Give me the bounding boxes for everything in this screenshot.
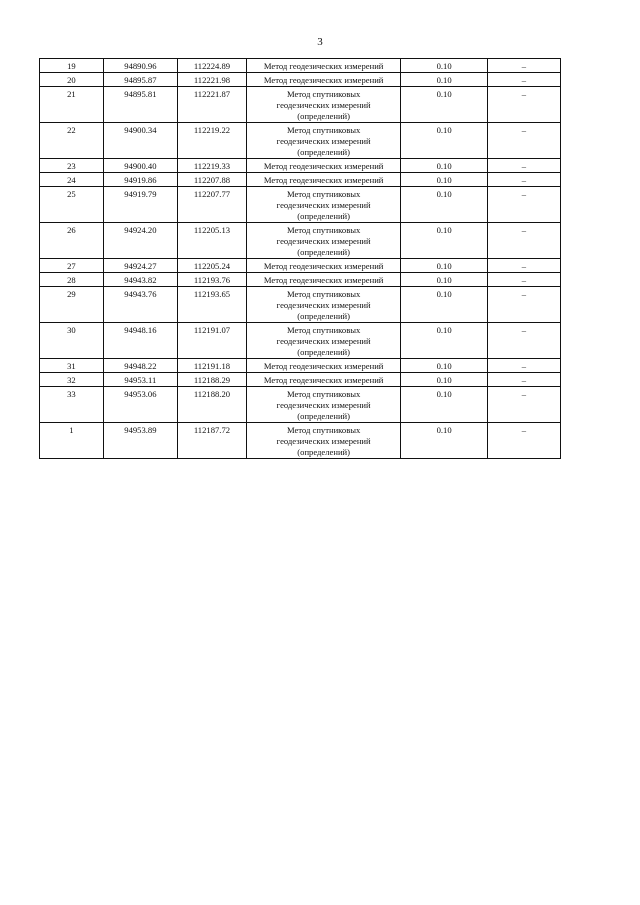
precision-cell: 0.10 — [401, 159, 487, 173]
method-cell: Метод геодезических измерений — [246, 273, 400, 287]
precision-cell: 0.10 — [401, 59, 487, 73]
table-row — [40, 287, 561, 323]
y-coordinate-cell: 112224.89 — [177, 59, 246, 73]
method-cell: Метод спутниковых геодезических измерений (определений) — [246, 387, 400, 423]
coordinates-table — [39, 58, 561, 459]
point-number-cell: 19 — [40, 59, 104, 73]
precision-cell: 0.10 — [401, 73, 487, 87]
table-row — [40, 387, 561, 423]
table-row — [40, 259, 561, 273]
method-cell: Метод геодезических измерений — [246, 173, 400, 187]
y-coordinate-cell: 112193.76 — [177, 273, 246, 287]
note-cell: – — [487, 323, 560, 359]
y-coordinate-cell: 112207.88 — [177, 173, 246, 187]
method-cell: Метод геодезических измерений — [246, 359, 400, 373]
x-coordinate-cell: 94953.11 — [103, 373, 177, 387]
precision-cell: 0.10 — [401, 323, 487, 359]
x-coordinate-cell: 94943.76 — [103, 287, 177, 323]
method-cell: Метод геодезических измерений — [246, 59, 400, 73]
x-coordinate-cell: 94943.82 — [103, 273, 177, 287]
note-cell: – — [487, 287, 560, 323]
table-row — [40, 423, 561, 459]
note-cell: – — [487, 359, 560, 373]
note-cell: – — [487, 223, 560, 259]
point-number-cell: 23 — [40, 159, 104, 173]
point-number-cell: 24 — [40, 173, 104, 187]
note-cell: – — [487, 423, 560, 459]
x-coordinate-cell: 94919.86 — [103, 173, 177, 187]
x-coordinate-cell: 94924.27 — [103, 259, 177, 273]
precision-cell: 0.10 — [401, 187, 487, 223]
precision-cell: 0.10 — [401, 423, 487, 459]
x-coordinate-cell: 94953.06 — [103, 387, 177, 423]
point-number-cell: 25 — [40, 187, 104, 223]
note-cell: – — [487, 87, 560, 123]
x-coordinate-cell: 94919.79 — [103, 187, 177, 223]
table-row — [40, 59, 561, 73]
point-number-cell: 29 — [40, 287, 104, 323]
table-row — [40, 159, 561, 173]
y-coordinate-cell: 112188.20 — [177, 387, 246, 423]
table-row — [40, 87, 561, 123]
precision-cell: 0.10 — [401, 123, 487, 159]
x-coordinate-cell: 94900.40 — [103, 159, 177, 173]
point-number-cell: 31 — [40, 359, 104, 373]
x-coordinate-cell: 94900.34 — [103, 123, 177, 159]
point-number-cell: 22 — [40, 123, 104, 159]
precision-cell: 0.10 — [401, 373, 487, 387]
table-row — [40, 359, 561, 373]
note-cell: – — [487, 173, 560, 187]
y-coordinate-cell: 112219.22 — [177, 123, 246, 159]
point-number-cell: 30 — [40, 323, 104, 359]
table-row — [40, 73, 561, 87]
point-number-cell: 28 — [40, 273, 104, 287]
table-row — [40, 123, 561, 159]
table-row — [40, 373, 561, 387]
point-number-cell: 1 — [40, 423, 104, 459]
y-coordinate-cell: 112191.07 — [177, 323, 246, 359]
y-coordinate-cell: 112219.33 — [177, 159, 246, 173]
table-body — [40, 59, 561, 459]
method-cell: Метод спутниковых геодезических измерений (определений) — [246, 223, 400, 259]
precision-cell: 0.10 — [401, 87, 487, 123]
x-coordinate-cell: 94895.87 — [103, 73, 177, 87]
table-row — [40, 187, 561, 223]
note-cell: – — [487, 159, 560, 173]
method-cell: Метод спутниковых геодезических измерений (определений) — [246, 123, 400, 159]
point-number-cell: 33 — [40, 387, 104, 423]
y-coordinate-cell: 112205.24 — [177, 259, 246, 273]
note-cell: – — [487, 259, 560, 273]
x-coordinate-cell: 94953.89 — [103, 423, 177, 459]
table-row — [40, 223, 561, 259]
method-cell: Метод геодезических измерений — [246, 159, 400, 173]
note-cell: – — [487, 273, 560, 287]
x-coordinate-cell: 94890.96 — [103, 59, 177, 73]
precision-cell: 0.10 — [401, 259, 487, 273]
x-coordinate-cell: 94895.81 — [103, 87, 177, 123]
point-number-cell: 27 — [40, 259, 104, 273]
point-number-cell: 26 — [40, 223, 104, 259]
table-row — [40, 173, 561, 187]
precision-cell: 0.10 — [401, 173, 487, 187]
y-coordinate-cell: 112221.87 — [177, 87, 246, 123]
note-cell: – — [487, 187, 560, 223]
precision-cell: 0.10 — [401, 223, 487, 259]
precision-cell: 0.10 — [401, 359, 487, 373]
point-number-cell: 20 — [40, 73, 104, 87]
method-cell: Метод спутниковых геодезических измерений (определений) — [246, 323, 400, 359]
y-coordinate-cell: 112188.29 — [177, 373, 246, 387]
point-number-cell: 21 — [40, 87, 104, 123]
method-cell: Метод спутниковых геодезических измерений (определений) — [246, 423, 400, 459]
method-cell: Метод геодезических измерений — [246, 73, 400, 87]
page-number: 3 — [317, 36, 323, 48]
method-cell: Метод спутниковых геодезических измерений (определений) — [246, 87, 400, 123]
y-coordinate-cell: 112221.98 — [177, 73, 246, 87]
precision-cell: 0.10 — [401, 387, 487, 423]
point-number-cell: 32 — [40, 373, 104, 387]
y-coordinate-cell: 112191.18 — [177, 359, 246, 373]
precision-cell: 0.10 — [401, 287, 487, 323]
note-cell: – — [487, 123, 560, 159]
note-cell: – — [487, 73, 560, 87]
method-cell: Метод геодезических измерений — [246, 373, 400, 387]
y-coordinate-cell: 112207.77 — [177, 187, 246, 223]
x-coordinate-cell: 94948.22 — [103, 359, 177, 373]
x-coordinate-cell: 94948.16 — [103, 323, 177, 359]
y-coordinate-cell: 112205.13 — [177, 223, 246, 259]
method-cell: Метод спутниковых геодезических измерений (определений) — [246, 287, 400, 323]
precision-cell: 0.10 — [401, 273, 487, 287]
method-cell: Метод спутниковых геодезических измерений (определений) — [246, 187, 400, 223]
table-row — [40, 323, 561, 359]
method-cell: Метод геодезических измерений — [246, 259, 400, 273]
note-cell: – — [487, 373, 560, 387]
table-row — [40, 273, 561, 287]
x-coordinate-cell: 94924.20 — [103, 223, 177, 259]
y-coordinate-cell: 112187.72 — [177, 423, 246, 459]
note-cell: – — [487, 387, 560, 423]
y-coordinate-cell: 112193.65 — [177, 287, 246, 323]
note-cell: – — [487, 59, 560, 73]
